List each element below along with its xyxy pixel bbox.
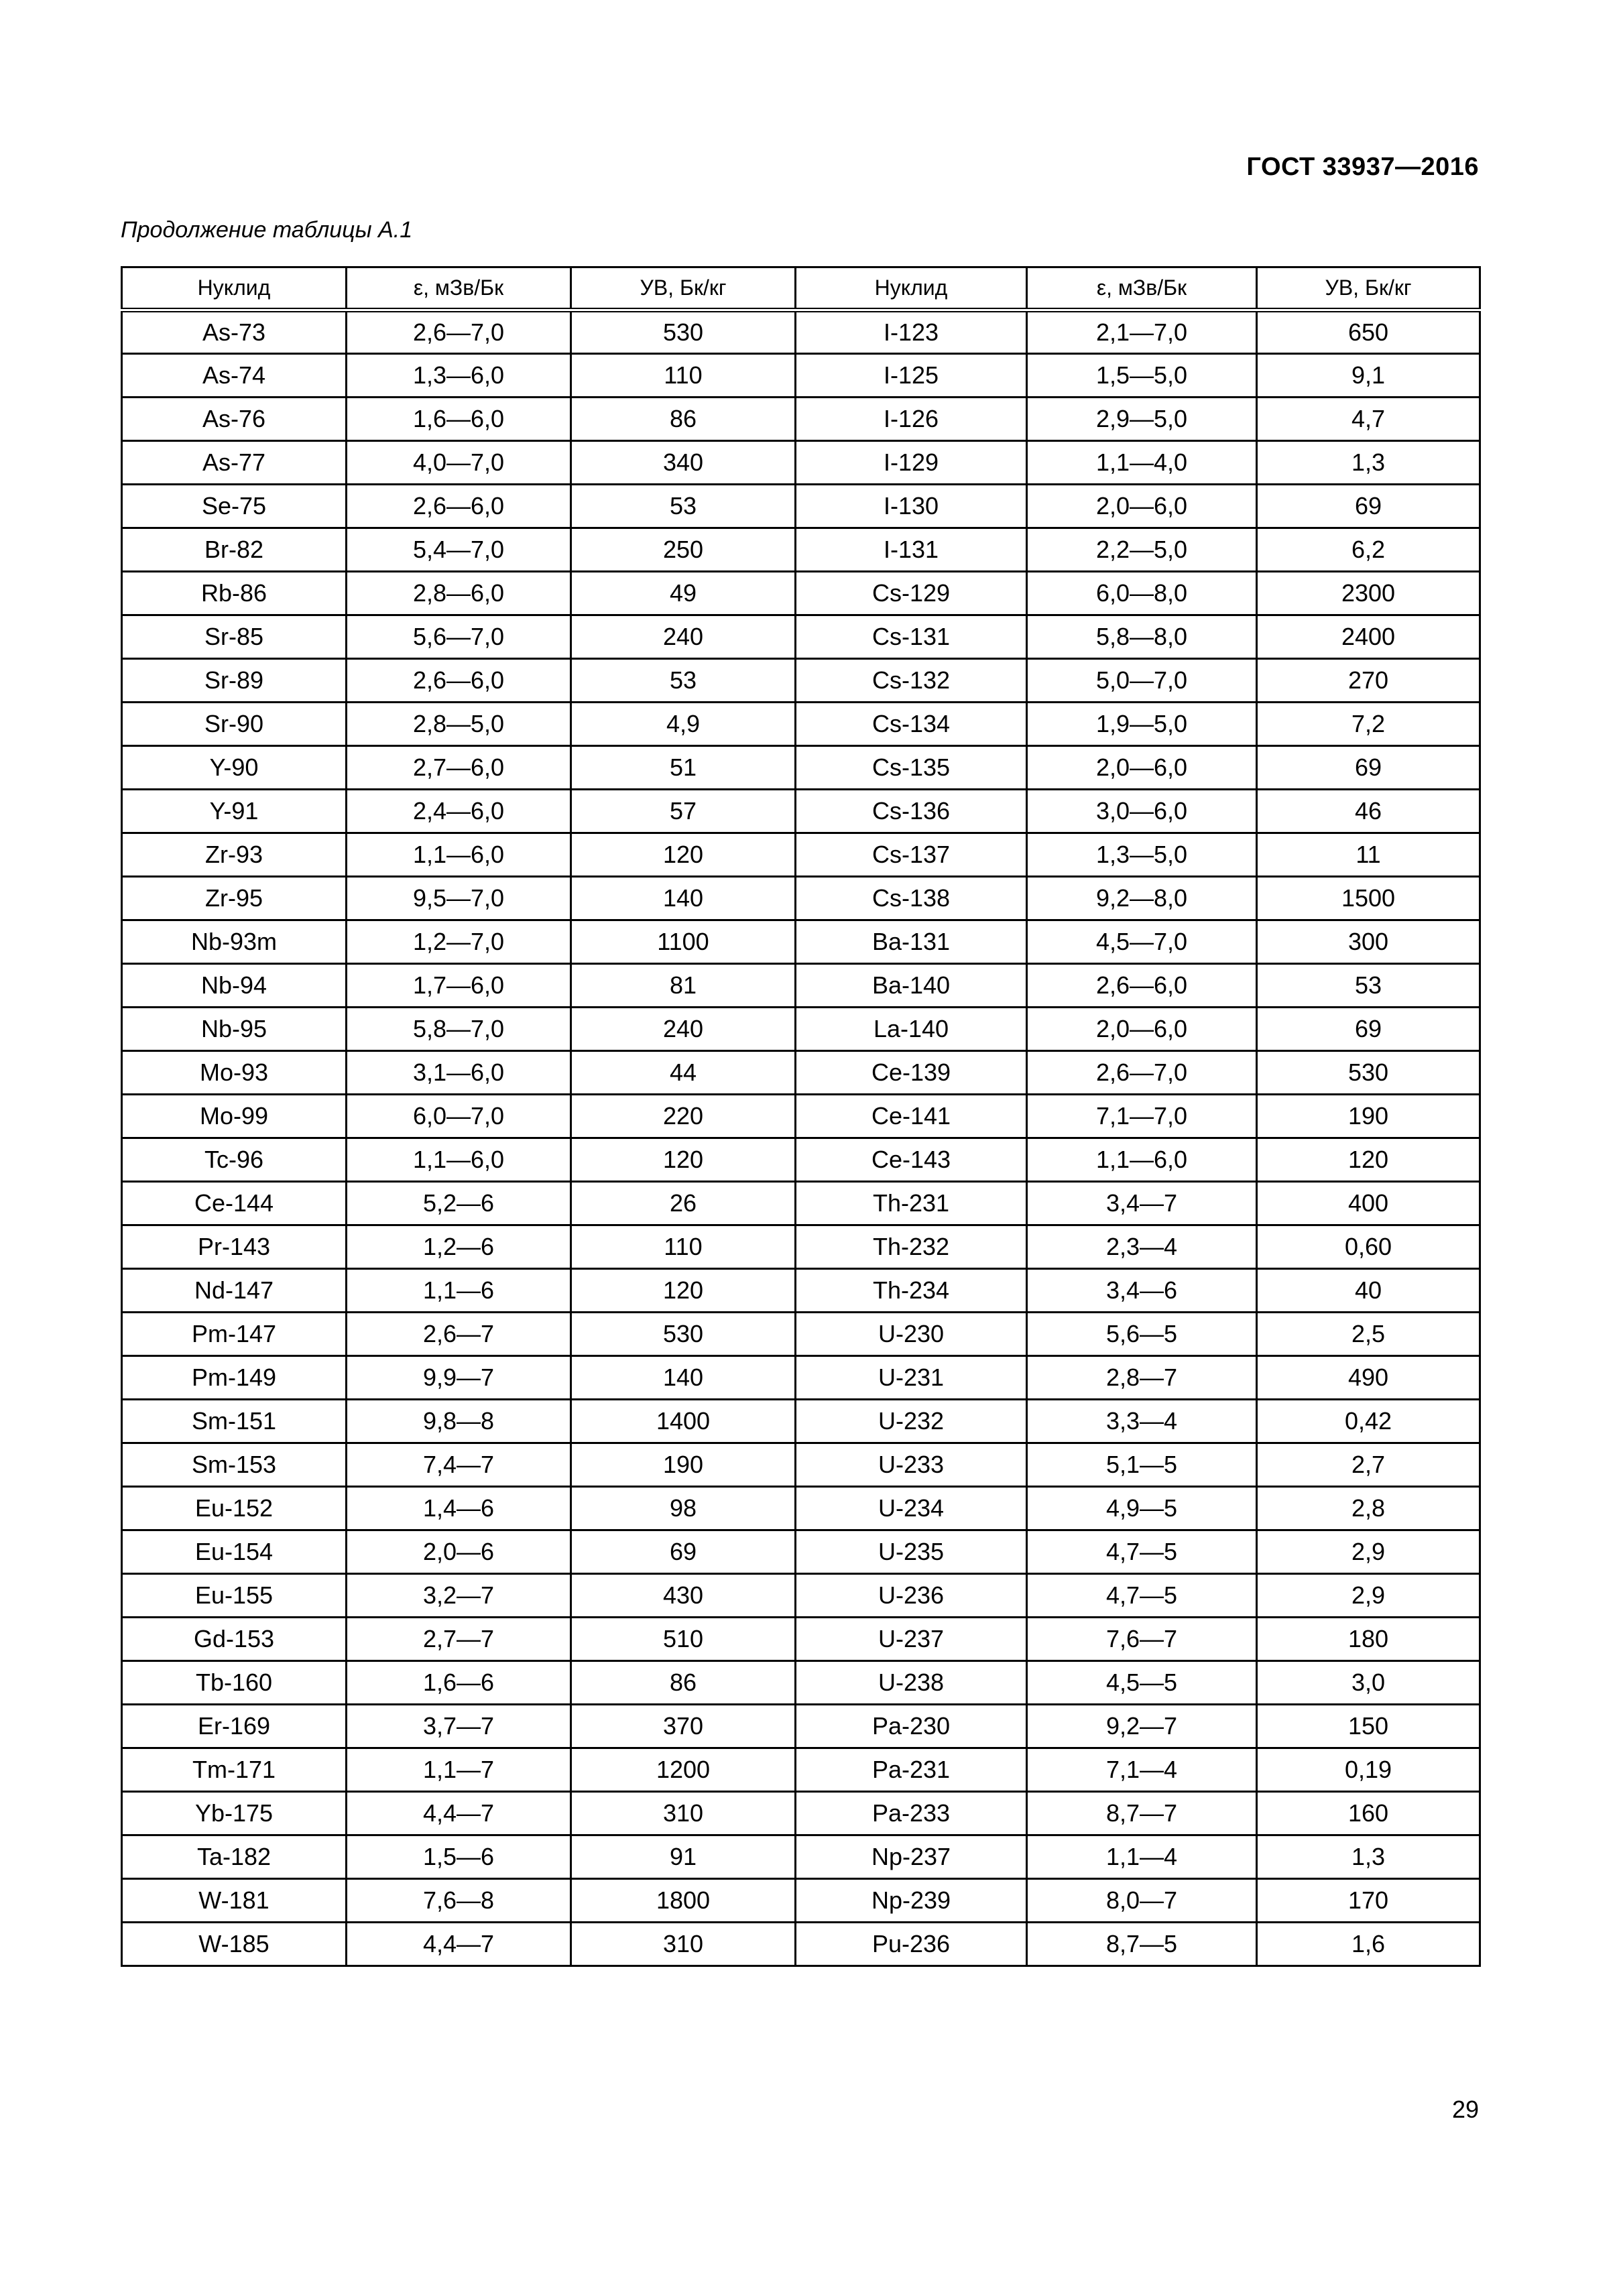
table-cell: 9,2—7 xyxy=(1027,1705,1257,1748)
table-cell: 190 xyxy=(1257,1095,1480,1138)
table-cell: 11 xyxy=(1257,833,1480,877)
table-cell: 530 xyxy=(1257,1051,1480,1095)
table-cell: 86 xyxy=(571,1661,796,1705)
table-cell: 1,1—4 xyxy=(1027,1835,1257,1879)
table-cell: As-77 xyxy=(122,441,347,485)
table-cell: 9,8—8 xyxy=(347,1400,571,1443)
table-cell: 650 xyxy=(1257,310,1480,354)
document-code: ГОСТ 33937—2016 xyxy=(1246,153,1479,181)
table-cell: 2,6—6,0 xyxy=(347,659,571,703)
table-row xyxy=(122,1356,1480,1400)
table-row xyxy=(122,1574,1480,1618)
table-cell: U-238 xyxy=(796,1661,1027,1705)
table-cell: 1,7—6,0 xyxy=(347,964,571,1008)
table-cell: 3,4—7 xyxy=(1027,1182,1257,1225)
table-cell: 190 xyxy=(571,1443,796,1487)
table-cell: 57 xyxy=(571,790,796,833)
table-cell: Zr-93 xyxy=(122,833,347,877)
table-cell: Sr-89 xyxy=(122,659,347,703)
table-cell: 7,1—7,0 xyxy=(1027,1095,1257,1138)
table-cell: 1,6 xyxy=(1257,1923,1480,1966)
table-row xyxy=(122,1705,1480,1748)
column-header: УВ, Бк/кг xyxy=(571,267,796,310)
table-cell: I-130 xyxy=(796,485,1027,528)
table-header xyxy=(122,267,1480,310)
table-cell: 44 xyxy=(571,1051,796,1095)
table-cell: 2,3—4 xyxy=(1027,1225,1257,1269)
table-row xyxy=(122,398,1480,441)
table-cell: 9,5—7,0 xyxy=(347,877,571,920)
table-cell: 2,0—6,0 xyxy=(1027,1008,1257,1051)
table-cell: 53 xyxy=(1257,964,1480,1008)
column-header: УВ, Бк/кг xyxy=(1257,267,1480,310)
table-cell: 3,1—6,0 xyxy=(347,1051,571,1095)
table-cell: 1,4—6 xyxy=(347,1487,571,1530)
table-cell: Ba-140 xyxy=(796,964,1027,1008)
table-cell: 1,9—5,0 xyxy=(1027,703,1257,746)
table-cell: I-131 xyxy=(796,528,1027,572)
table-cell: I-123 xyxy=(796,310,1027,354)
table-row xyxy=(122,659,1480,703)
table-row xyxy=(122,1313,1480,1356)
table-cell: 5,1—5 xyxy=(1027,1443,1257,1487)
header-row xyxy=(122,267,1480,310)
table-cell: Cs-134 xyxy=(796,703,1027,746)
table-cell: 3,4—6 xyxy=(1027,1269,1257,1313)
table-cell: 1,6—6 xyxy=(347,1661,571,1705)
table-cell: 46 xyxy=(1257,790,1480,833)
table-cell: 1,2—6 xyxy=(347,1225,571,1269)
table-cell: Ta-182 xyxy=(122,1835,347,1879)
table-row xyxy=(122,572,1480,615)
table-cell: 140 xyxy=(571,1356,796,1400)
table-cell: As-73 xyxy=(122,310,347,354)
table-cell: 53 xyxy=(571,485,796,528)
table-cell: 51 xyxy=(571,746,796,790)
table-cell: Eu-154 xyxy=(122,1530,347,1574)
table-row xyxy=(122,1182,1480,1225)
table-cell: 2,7—7 xyxy=(347,1618,571,1661)
table-cell: 150 xyxy=(1257,1705,1480,1748)
table-cell: 2,7 xyxy=(1257,1443,1480,1487)
table-cell: 2,8—5,0 xyxy=(347,703,571,746)
table-cell: Ce-143 xyxy=(796,1138,1027,1182)
table-cell: 1,3—5,0 xyxy=(1027,833,1257,877)
table-cell: 1,6—6,0 xyxy=(347,398,571,441)
table-cell: 4,7—5 xyxy=(1027,1574,1257,1618)
table-cell: Rb-86 xyxy=(122,572,347,615)
table-cell: 240 xyxy=(571,1008,796,1051)
table-cell: 9,2—8,0 xyxy=(1027,877,1257,920)
table-cell: 26 xyxy=(571,1182,796,1225)
table-cell: 2,4—6,0 xyxy=(347,790,571,833)
table-cell: 2,5 xyxy=(1257,1313,1480,1356)
table-cell: 2,1—7,0 xyxy=(1027,310,1257,354)
table-cell: Y-90 xyxy=(122,746,347,790)
table-cell: 69 xyxy=(1257,485,1480,528)
table-cell: 1,1—6,0 xyxy=(1027,1138,1257,1182)
table-cell: 490 xyxy=(1257,1356,1480,1400)
page-number: 29 xyxy=(1451,2096,1479,2123)
table-row xyxy=(122,1661,1480,1705)
table-cell: 340 xyxy=(571,441,796,485)
table-cell: Nb-94 xyxy=(122,964,347,1008)
table-cell: 6,2 xyxy=(1257,528,1480,572)
table-cell: 2,2—5,0 xyxy=(1027,528,1257,572)
table-cell: 1100 xyxy=(571,920,796,964)
table-cell: 510 xyxy=(571,1618,796,1661)
table-row xyxy=(122,1618,1480,1661)
table-cell: I-126 xyxy=(796,398,1027,441)
table-cell: 120 xyxy=(571,1269,796,1313)
table-cell: U-231 xyxy=(796,1356,1027,1400)
table-cell: Tc-96 xyxy=(122,1138,347,1182)
table-row xyxy=(122,354,1480,398)
table-cell: 2400 xyxy=(1257,615,1480,659)
table-cell: Th-232 xyxy=(796,1225,1027,1269)
table-cell: 4,4—7 xyxy=(347,1923,571,1966)
table-cell: 310 xyxy=(571,1923,796,1966)
table-cell: 2,7—6,0 xyxy=(347,746,571,790)
table-cell: 1400 xyxy=(571,1400,796,1443)
table-cell: 4,7—5 xyxy=(1027,1530,1257,1574)
table-cell: Ce-141 xyxy=(796,1095,1027,1138)
column-header: Нуклид xyxy=(122,267,347,310)
table-cell: Br-82 xyxy=(122,528,347,572)
table-cell: U-237 xyxy=(796,1618,1027,1661)
table-cell: 9,9—7 xyxy=(347,1356,571,1400)
table-cell: Pr-143 xyxy=(122,1225,347,1269)
table-cell: Pm-149 xyxy=(122,1356,347,1400)
table-row xyxy=(122,833,1480,877)
table-cell: 110 xyxy=(571,354,796,398)
table-row xyxy=(122,964,1480,1008)
table-row xyxy=(122,1095,1480,1138)
table-cell: 69 xyxy=(1257,746,1480,790)
table-row xyxy=(122,877,1480,920)
table-cell: Eu-152 xyxy=(122,1487,347,1530)
table-cell: 3,2—7 xyxy=(347,1574,571,1618)
table-cell: 1,3—6,0 xyxy=(347,354,571,398)
table-cell: 1800 xyxy=(571,1879,796,1923)
nuclide-table xyxy=(121,266,1481,1967)
table-cell: 2,8—7 xyxy=(1027,1356,1257,1400)
table-cell: 240 xyxy=(571,615,796,659)
table-cell: 530 xyxy=(571,1313,796,1356)
table-cell: 53 xyxy=(571,659,796,703)
table-cell: 2,8—6,0 xyxy=(347,572,571,615)
table-row xyxy=(122,1138,1480,1182)
table-cell: 140 xyxy=(571,877,796,920)
table-cell: 1,1—7 xyxy=(347,1748,571,1792)
table-cell: 4,9 xyxy=(571,703,796,746)
table-cell: 2,6—7 xyxy=(347,1313,571,1356)
table-row xyxy=(122,1443,1480,1487)
table-row xyxy=(122,1487,1480,1530)
table-cell: 4,7 xyxy=(1257,398,1480,441)
table-cell: 220 xyxy=(571,1095,796,1138)
table-row xyxy=(122,920,1480,964)
table-cell: 3,0 xyxy=(1257,1661,1480,1705)
table-row xyxy=(122,1792,1480,1835)
table-row xyxy=(122,1923,1480,1966)
table-cell: 8,7—7 xyxy=(1027,1792,1257,1835)
table-cell: 1,1—6 xyxy=(347,1269,571,1313)
table-cell: Nd-147 xyxy=(122,1269,347,1313)
table-row xyxy=(122,1008,1480,1051)
table-cell: 120 xyxy=(571,1138,796,1182)
column-header: ε, мЗв/Бк xyxy=(347,267,571,310)
table-cell: 4,5—5 xyxy=(1027,1661,1257,1705)
table-cell: Er-169 xyxy=(122,1705,347,1748)
table-cell: 6,0—8,0 xyxy=(1027,572,1257,615)
table-cell: 160 xyxy=(1257,1792,1480,1835)
table-cell: 1,5—6 xyxy=(347,1835,571,1879)
table-cell: Sr-90 xyxy=(122,703,347,746)
table-cell: Th-231 xyxy=(796,1182,1027,1225)
table-cell: 3,3—4 xyxy=(1027,1400,1257,1443)
table-cell: 0,42 xyxy=(1257,1400,1480,1443)
table-cell: 0,19 xyxy=(1257,1748,1480,1792)
table-row xyxy=(122,1400,1480,1443)
table-cell: 270 xyxy=(1257,659,1480,703)
table-cell: W-181 xyxy=(122,1879,347,1923)
table-cell: 120 xyxy=(571,833,796,877)
table-cell: 2,9 xyxy=(1257,1530,1480,1574)
table-cell: Se-75 xyxy=(122,485,347,528)
table-cell: 400 xyxy=(1257,1182,1480,1225)
table-cell: Cs-136 xyxy=(796,790,1027,833)
table-cell: Nb-95 xyxy=(122,1008,347,1051)
table-cell: 2,0—6,0 xyxy=(1027,746,1257,790)
table-cell: 1200 xyxy=(571,1748,796,1792)
table-cell: La-140 xyxy=(796,1008,1027,1051)
table-cell: 110 xyxy=(571,1225,796,1269)
table-cell: 81 xyxy=(571,964,796,1008)
table-cell: 170 xyxy=(1257,1879,1480,1923)
table-cell: U-230 xyxy=(796,1313,1027,1356)
table-row xyxy=(122,1269,1480,1313)
table-cell: 8,0—7 xyxy=(1027,1879,1257,1923)
table-cell: Gd-153 xyxy=(122,1618,347,1661)
table-cell: 530 xyxy=(571,310,796,354)
table-cell: Th-234 xyxy=(796,1269,1027,1313)
table-cell: 370 xyxy=(571,1705,796,1748)
table-cell: W-185 xyxy=(122,1923,347,1966)
table-cell: 5,8—8,0 xyxy=(1027,615,1257,659)
table-cell: As-76 xyxy=(122,398,347,441)
table-cell: 1,1—4,0 xyxy=(1027,441,1257,485)
table-cell: U-235 xyxy=(796,1530,1027,1574)
table-cell: 2,6—7,0 xyxy=(347,310,571,354)
table-cell: 1,5—5,0 xyxy=(1027,354,1257,398)
table-cell: Pa-231 xyxy=(796,1748,1027,1792)
table-cell: 120 xyxy=(1257,1138,1480,1182)
table-cell: 2,8 xyxy=(1257,1487,1480,1530)
table-cell: 5,6—5 xyxy=(1027,1313,1257,1356)
table-cell: 8,7—5 xyxy=(1027,1923,1257,1966)
table-cell: Ce-144 xyxy=(122,1182,347,1225)
table-cell: 2300 xyxy=(1257,572,1480,615)
table-row xyxy=(122,441,1480,485)
table-cell: 0,60 xyxy=(1257,1225,1480,1269)
table-cell: 4,9—5 xyxy=(1027,1487,1257,1530)
table-cell: Ba-131 xyxy=(796,920,1027,964)
table-cell: Sr-85 xyxy=(122,615,347,659)
table-cell: 7,6—7 xyxy=(1027,1618,1257,1661)
table-cell: 5,2—6 xyxy=(347,1182,571,1225)
table-cell: Cs-129 xyxy=(796,572,1027,615)
table-cell: 7,1—4 xyxy=(1027,1748,1257,1792)
table-cell: 7,2 xyxy=(1257,703,1480,746)
table-cell: Yb-175 xyxy=(122,1792,347,1835)
table-cell: U-234 xyxy=(796,1487,1027,1530)
table-cell: Eu-155 xyxy=(122,1574,347,1618)
table-cell: 5,6—7,0 xyxy=(347,615,571,659)
table-cell: U-232 xyxy=(796,1400,1027,1443)
table-caption: Продолжение таблицы А.1 xyxy=(121,217,413,243)
table-row xyxy=(122,790,1480,833)
table-cell: 91 xyxy=(571,1835,796,1879)
table-cell: 180 xyxy=(1257,1618,1480,1661)
table-cell: U-236 xyxy=(796,1574,1027,1618)
table-cell: I-125 xyxy=(796,354,1027,398)
table-cell: I-129 xyxy=(796,441,1027,485)
table-cell: Zr-95 xyxy=(122,877,347,920)
table-row xyxy=(122,746,1480,790)
column-header: Нуклид xyxy=(796,267,1027,310)
table-cell: Pa-230 xyxy=(796,1705,1027,1748)
table-cell: Cs-132 xyxy=(796,659,1027,703)
table-cell: 3,7—7 xyxy=(347,1705,571,1748)
table-cell: Np-237 xyxy=(796,1835,1027,1879)
table-row xyxy=(122,1225,1480,1269)
table-cell: 430 xyxy=(571,1574,796,1618)
table-cell: 9,1 xyxy=(1257,354,1480,398)
table-cell: Y-91 xyxy=(122,790,347,833)
table-row xyxy=(122,1879,1480,1923)
table-row xyxy=(122,1530,1480,1574)
table-cell: 98 xyxy=(571,1487,796,1530)
table-cell: 1,1—6,0 xyxy=(347,833,571,877)
table-cell: 6,0—7,0 xyxy=(347,1095,571,1138)
table-cell: Ce-139 xyxy=(796,1051,1027,1095)
table-cell: U-233 xyxy=(796,1443,1027,1487)
table-cell: 4,0—7,0 xyxy=(347,441,571,485)
table-cell: 1,1—6,0 xyxy=(347,1138,571,1182)
table-cell: Pu-236 xyxy=(796,1923,1027,1966)
table-cell: 1500 xyxy=(1257,877,1480,920)
table-cell: 5,0—7,0 xyxy=(1027,659,1257,703)
table-cell: 4,5—7,0 xyxy=(1027,920,1257,964)
table-cell: 250 xyxy=(571,528,796,572)
table-cell: 310 xyxy=(571,1792,796,1835)
table-cell: 86 xyxy=(571,398,796,441)
table-row xyxy=(122,615,1480,659)
table-cell: Sm-153 xyxy=(122,1443,347,1487)
table-cell: 69 xyxy=(1257,1008,1480,1051)
table-cell: Tm-171 xyxy=(122,1748,347,1792)
table-cell: Cs-138 xyxy=(796,877,1027,920)
table-row xyxy=(122,703,1480,746)
table-cell: Pa-233 xyxy=(796,1792,1027,1835)
table-row xyxy=(122,1835,1480,1879)
table-cell: Mo-99 xyxy=(122,1095,347,1138)
table-cell: 2,6—7,0 xyxy=(1027,1051,1257,1095)
table-cell: 2,0—6,0 xyxy=(1027,485,1257,528)
table-cell: 5,4—7,0 xyxy=(347,528,571,572)
table-cell: Tb-160 xyxy=(122,1661,347,1705)
table-cell: Sm-151 xyxy=(122,1400,347,1443)
table-cell: 1,3 xyxy=(1257,441,1480,485)
table-cell: 7,6—8 xyxy=(347,1879,571,1923)
table-cell: 2,6—6,0 xyxy=(347,485,571,528)
table-cell: 300 xyxy=(1257,920,1480,964)
table-row xyxy=(122,1748,1480,1792)
table-cell: 5,8—7,0 xyxy=(347,1008,571,1051)
table-cell: Cs-135 xyxy=(796,746,1027,790)
table-cell: 2,9 xyxy=(1257,1574,1480,1618)
table-cell: 69 xyxy=(571,1530,796,1574)
table-cell: Cs-131 xyxy=(796,615,1027,659)
table-row xyxy=(122,310,1480,354)
table-cell: 4,4—7 xyxy=(347,1792,571,1835)
table-body xyxy=(122,310,1480,1966)
table-cell: 7,4—7 xyxy=(347,1443,571,1487)
table-cell: Np-239 xyxy=(796,1879,1027,1923)
table-cell: 49 xyxy=(571,572,796,615)
table-cell: Cs-137 xyxy=(796,833,1027,877)
table-cell: Nb-93m xyxy=(122,920,347,964)
table-cell: 40 xyxy=(1257,1269,1480,1313)
table-row xyxy=(122,485,1480,528)
table-cell: Mo-93 xyxy=(122,1051,347,1095)
table-cell: 2,0—6 xyxy=(347,1530,571,1574)
table-cell: 1,2—7,0 xyxy=(347,920,571,964)
table-cell: Pm-147 xyxy=(122,1313,347,1356)
table-row xyxy=(122,1051,1480,1095)
table-cell: 1,3 xyxy=(1257,1835,1480,1879)
table-cell: 2,9—5,0 xyxy=(1027,398,1257,441)
table-cell: 2,6—6,0 xyxy=(1027,964,1257,1008)
table-row xyxy=(122,528,1480,572)
table-cell: As-74 xyxy=(122,354,347,398)
column-header: ε, мЗв/Бк xyxy=(1027,267,1257,310)
table-cell: 3,0—6,0 xyxy=(1027,790,1257,833)
